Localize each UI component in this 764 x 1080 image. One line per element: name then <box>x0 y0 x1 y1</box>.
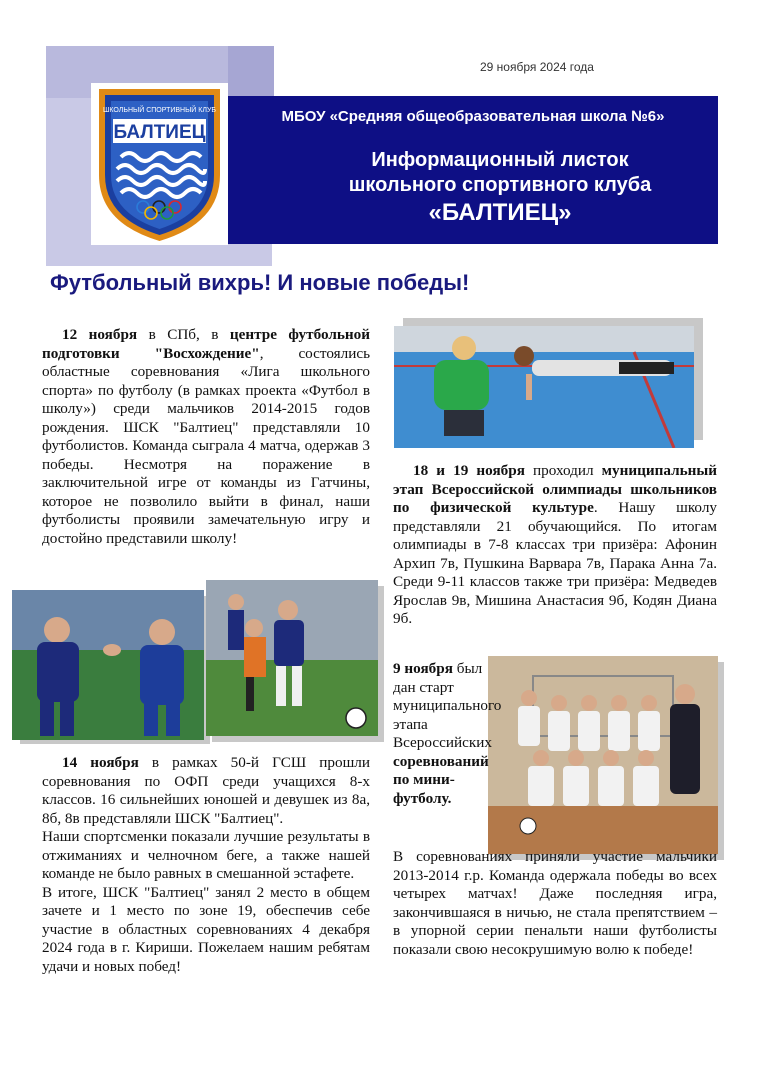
title-line-1: Информационный листок <box>371 149 629 171</box>
article4-competition: соревнований по мини-футболу. <box>393 752 489 807</box>
photo-football-players <box>12 590 204 740</box>
article-minifootball-continued: В соревнованиях приняли участие мальчики 2013-2014 г.р. Команда одержала победы во всех четырех матчах! Даже последняя игра, закончившаяся в ничью, не стала препятствием – в упорной серии пенальти наши футболисты показали свою несокрушимую волю к победе! <box>393 848 717 958</box>
article2-date: 14 ноября <box>62 754 139 771</box>
article4-date: 9 ноября <box>393 660 453 677</box>
article3-date: 18 и 19 ноября <box>413 462 525 479</box>
article1-date: 12 ноября <box>62 326 138 343</box>
logo-top-text: ШКОЛЬНЫЙ СПОРТИВНЫЙ КЛУБ <box>103 107 216 114</box>
photo-team <box>488 656 718 854</box>
article1-center: центре футбольной подготовки "Восхождение" <box>42 326 371 362</box>
article-football-league: 12 ноября в СПб, в центре футбольной подготовки "Восхождение", состоялись областные соревнования «Лига школьного спорта» по футболу (в рамках проекта «Футбол в школу») среди мальчиков 2014-2015 годов рождения. ШСК "Балтиец" представляли 10 футболистов. Команда сыграла 4 матча, одержав 3 победы. Несмотря на поражение в заключительной игре от команды из Гатчины, которое не позволило выйти в финал, наши футболисты проявили замечательную игру и достойно представили школу! <box>42 326 371 547</box>
article3-olympiad: муниципальный этап Всероссийской олимпиады школьников по физической культуре <box>393 462 718 516</box>
issue-date: 29 ноября 2024 года <box>480 60 594 74</box>
photo-olympiad-pushups <box>394 326 694 448</box>
school-name: МБОУ «Средняя общеобразовательная школа №6» <box>281 108 665 125</box>
newsletter-title <box>280 148 720 228</box>
article-minifootball: 9 ноября был дан старт муниципального этапа Всероссийских соревнований по мини-футболу. <box>393 660 502 807</box>
headline: Футбольный вихрь! И новые победы! <box>50 270 470 295</box>
title-line-2: школьного спортивного клуба <box>348 174 652 196</box>
logo-name: БАЛТИЕЦ <box>113 122 206 143</box>
club-name: «БАЛТИЕЦ» <box>428 199 572 226</box>
photo-football-game <box>206 580 378 736</box>
article-olympiad: 18 и 19 ноября проходил муниципальный этап Всероссийской олимпиады школьников по физической культуре. Нашу школу представляли 21 обучающийся. По итогам олимпиады в 7-8 классах три призёра: Афонин Архип 7в, Пушкина Варвара 7в, Парака Анна 7а. Среди 9-11 классов также три призёра: Медведев Ярослав 9в, Мишина Анастасия 9б, Кодян Диана 9б. <box>393 462 718 627</box>
header-decoration-square <box>228 46 274 98</box>
article-ofp-competition: 14 ноября в рамках 50-й ГСШ прошли соревнования по ОФП среди учащихся 8-х классов. 16 сильнейших юношей и девушек из 8а, 8б, 8в представляли ШСК "Балтиец". Наши спортсменки показали лучшие результаты в отжиманиях и челночном беге, а также нашей команде не было равных в смешанной эстафете. В итоге, ШСК "Балтиец" занял 2 место в общем зачете и 1 место по зоне 19, обеспечив себе участие в областных соревнованиях 4 декабря 2024 года в г. Кириши. Пожелаем нашим ребятам удачи и новых побед! <box>42 754 370 975</box>
club-logo <box>91 83 228 245</box>
